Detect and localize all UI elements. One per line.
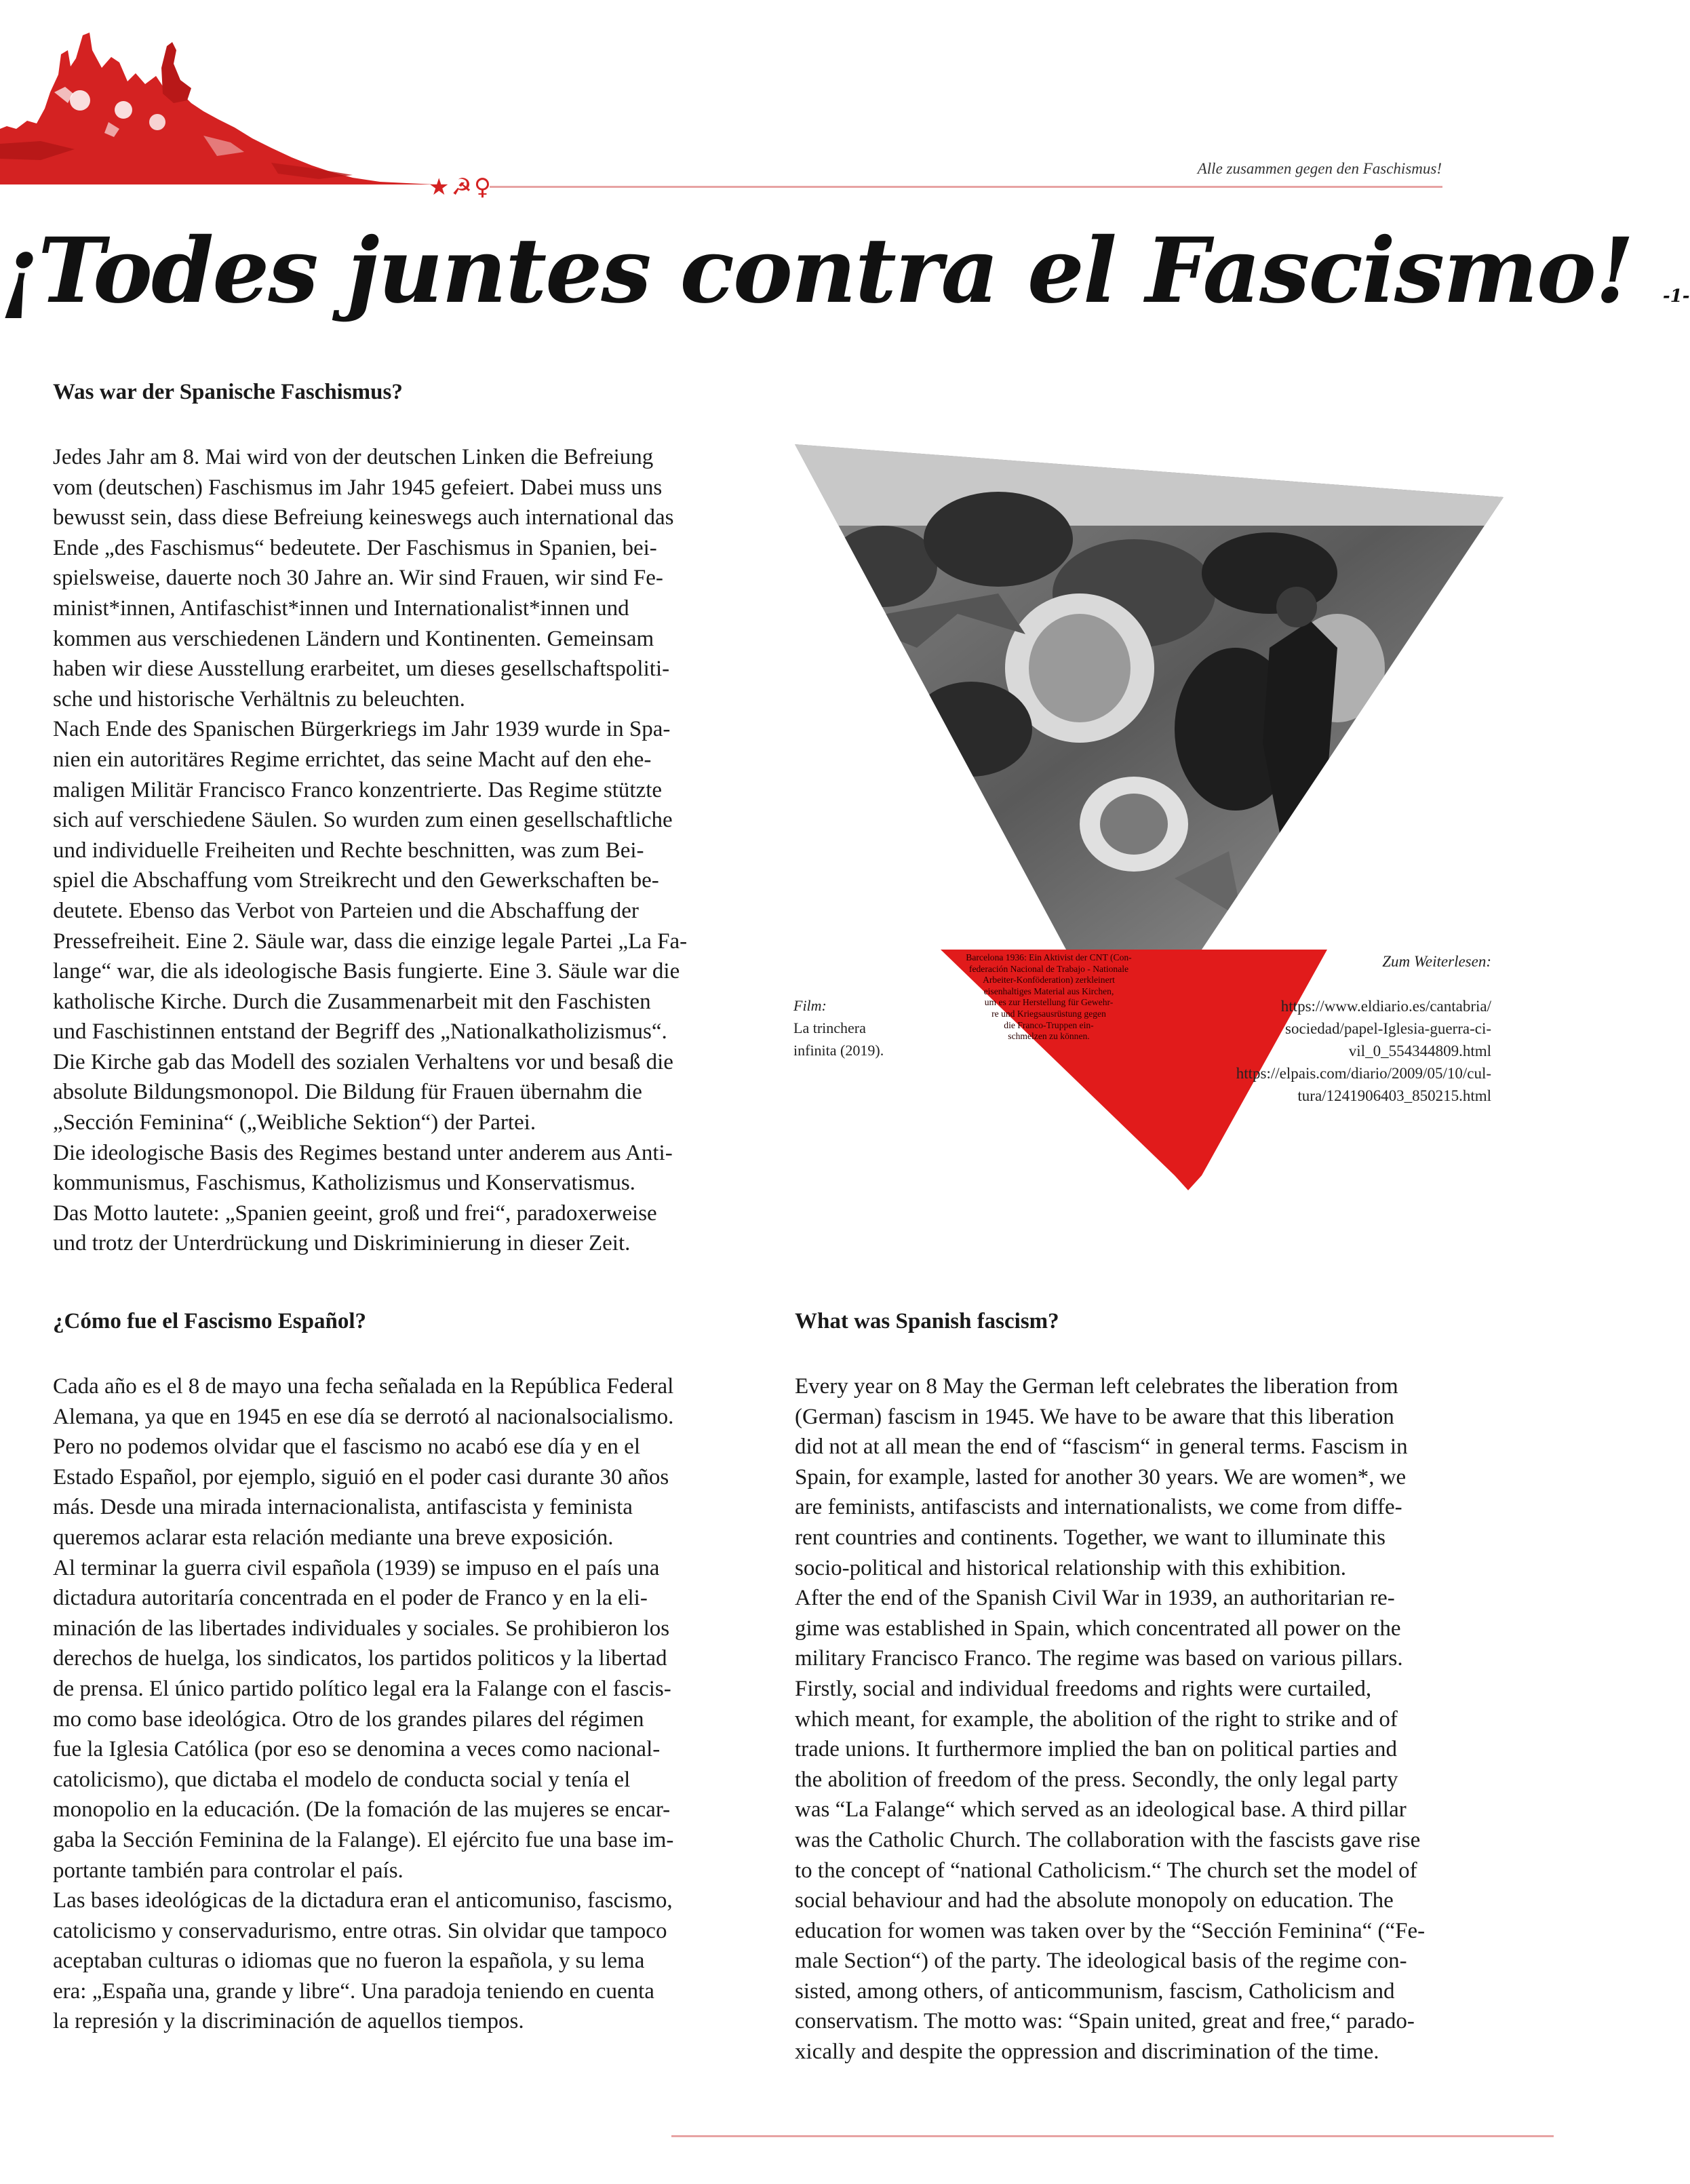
spanish-body: Cada año es el 8 de mayo una fecha señalada en la República Federal Alemana, ya que en 1945 en ese día se derrotó al nacionalsocialismo. Pero no podemos olvidar que el fascismo no acabó ese día y en el Estado Español, por ejemplo, siguió en el poder casi durante 30 años más. Desde una mirada internacionalista, antifascista y feminista queremos aclarar esta relación mediante una breve exposición. Al terminar la guerra civil española (1939) se impuso en el país una dictadura autoritaría concentrada en el poder de Franco y en la eli- minación de las libertades individuales y sociales. Se prohibieron los derechos de huelga, los sindicatos, los partidos politicos y la libertad de prensa. El único partido político legal era la Falange con el fascis- mo como base ideológica. Otro de los grandes pilares del régimen fue la Iglesia Católica (por eso se denomina a veces como nacional- catolicismo), que dictaba el modelo de conducta social y tenía el monopolio en la educación. (De la fomación de las mujeres se encar- gaba la Sección Feminina de la Falange). El ejército fue una base im- portante también para controlar el país. Las bases ideológicas de la dictadura eran el anticomuniso, fascismo, catolicismo y conservadurismo, entre otras. Sin olvidar que tampoco aceptaban culturas o idiomas que no fueron la española, y su lema era: „España una, grande y libre“. Una paradoja teniendo en cuenta la represión y la discriminación de aquellos tiempos. bbox=[53, 1374, 674, 2034]
english-heading: What was Spanish fascism? bbox=[795, 1309, 1059, 1333]
tagline: Alle zusammen gegen den Faschismus! bbox=[1197, 160, 1442, 177]
page-number: -1- bbox=[1662, 286, 1690, 307]
german-body: Jedes Jahr am 8. Mai wird von der deutschen Linken die Befreiung vom (deutschen) Faschismus im Jahr 1945 gefeiert. Dabei muss uns bewusst sein, dass diese Befreiung keineswegs auch international das Ende „des Faschismus“ bedeutete. Der Faschismus in Spanien, bei- spielsweise, dauerte noch 30 Jahre an. Wir sind Frauen, wir sind Fe- minist*innen, Antifaschist*innen und Internationalist*innen und kommen aus verschiedenen Ländern und Kontinenten. Gemeinsam haben wir diese Ausstellung erarbeitet, um dieses gesellschaftspoliti- sche und historische Verhältnis zu beleuchten. Nach Ende des Spanischen Bürgerkriegs im Jahr 1939 wurde in Spa- nien ein autoritäres Regime errichtet, das seine Macht auf den ehe- maligen Militär Francisco Franco konzentrierte. Das Regime stützte sich auf verschiedene Säulen. So wurden zum einen gesellschaftliche und individuelle Freiheiten und Rechte beschnitten, was zum Bei- spiel die Abschaffung vom Streikrecht und den Gewerkschaften be- deutete. Ebenso das Verbot von Parteien und die Abschaffung der Pressefreiheit. Eine 2. Säule war, dass die einzige legale Partei „La Fa- lange“ war, die als ideologische Basis fungierte. Eine 3. Säule war die katholische Kirche. Durch die Zusammenarbeit mit den Faschisten und Faschistinnen entstand der Begriff des „Nationalkatholizismus“. Die Kirche gab das Modell des sozialen Verhaltens vor und besaß die absolute Bildungsmonopol. Die Bildung für Frauen übernahm die „Sección Feminina“ („Weibliche Sektion“) der Partei. Die ideologische Basis des Regimes bestand unter anderem aus Anti- kommunismus, Faschismus, Katholizismus und Konservatismus. Das Motto lautete: „Spanien geeint, groß und frei“, paradoxerweise und trotz der Unterdrückung und Diskriminierung in dieser Zeit. bbox=[53, 445, 688, 1256]
symbols-icon: ★☭♀ bbox=[429, 174, 493, 201]
film-title: La trinchera infinita (2019). bbox=[793, 1019, 884, 1059]
further-reading bbox=[1236, 928, 1491, 1129]
further-reading-label: Zum Weiterlesen: bbox=[1382, 953, 1491, 970]
page-title bbox=[0, 218, 1690, 324]
footer-rule bbox=[671, 2135, 1554, 2137]
film-label: Film: bbox=[793, 997, 827, 1014]
film-info bbox=[793, 994, 884, 1061]
page-title-text: ¡Todes juntes contra el Fascismo! bbox=[0, 218, 1633, 324]
further-reading-links: https://www.eldiario.es/cantabria/ sociedad/papel-Iglesia-guerra-ci- vil_0_554344809.html https://elpais.com/diario/2009/05/10/cul- tura/1241906403_850215.html bbox=[1236, 998, 1491, 1104]
photo-caption: Barcelona 1936: Ein Aktivist der CNT (Con- federación Nacional de Trabajo - Nationale Arbeiter-Konföderation) zerkleinert eisenhaltiges Material aus Kirchen, um es zur Herstellung für Gewehr- re und Kriegsausrüstung gegen die Franco-Truppen ein- schmelzen zu können. bbox=[966, 952, 1132, 1042]
header-crowd-illustration bbox=[0, 27, 434, 190]
header-rule bbox=[490, 186, 1442, 188]
spanish-heading: ¿Cómo fue el Fascismo Español? bbox=[53, 1309, 366, 1333]
german-heading: Was war der Spanische Faschismus? bbox=[53, 380, 403, 404]
english-body: Every year on 8 May the German left celebrates the liberation from (German) fascism in 1945. We have to be aware that this liberation did not at all mean the end of “fascism“ in general terms. Fascism in Spain, for example, lasted for another 30 years. We are women*, we are feminists, antifascists and internationalists, we come from diffe- rent countries and continents. Together, we want to illuminate this socio-political and historical relationship with this exhibition. After the end of the Spanish Civil War in 1939, an authoritarian re- gime was established in Spain, which concentrated all power on the military Francisco Franco. The regime was based on various pillars. Firstly, social and individual freedoms and rights were curtailed, which meant, for example, the abolition of the right to strike and of trade unions. It furthermore implied the ban on political parties and the abolition of freedom of the press. Secondly, the only legal party was “La Falange“ which served as an ideological base. A third pillar was the Catholic Church. The collaboration with the fascists gave rise to the concept of “national Catholicism.“ The church set the model of social behaviour and had the absolute monopoly on education. The education for women was taken over by the “Sección Feminina“ (“Fe- male Section“) of the party. The ideological basis of the regime con- sisted, among others, of anticommunism, fascism, Catholicism and conservatism. The motto was: “Spain united, great and free,“ parado- xically and despite the oppression and discrimination of the time. bbox=[795, 1374, 1426, 2065]
